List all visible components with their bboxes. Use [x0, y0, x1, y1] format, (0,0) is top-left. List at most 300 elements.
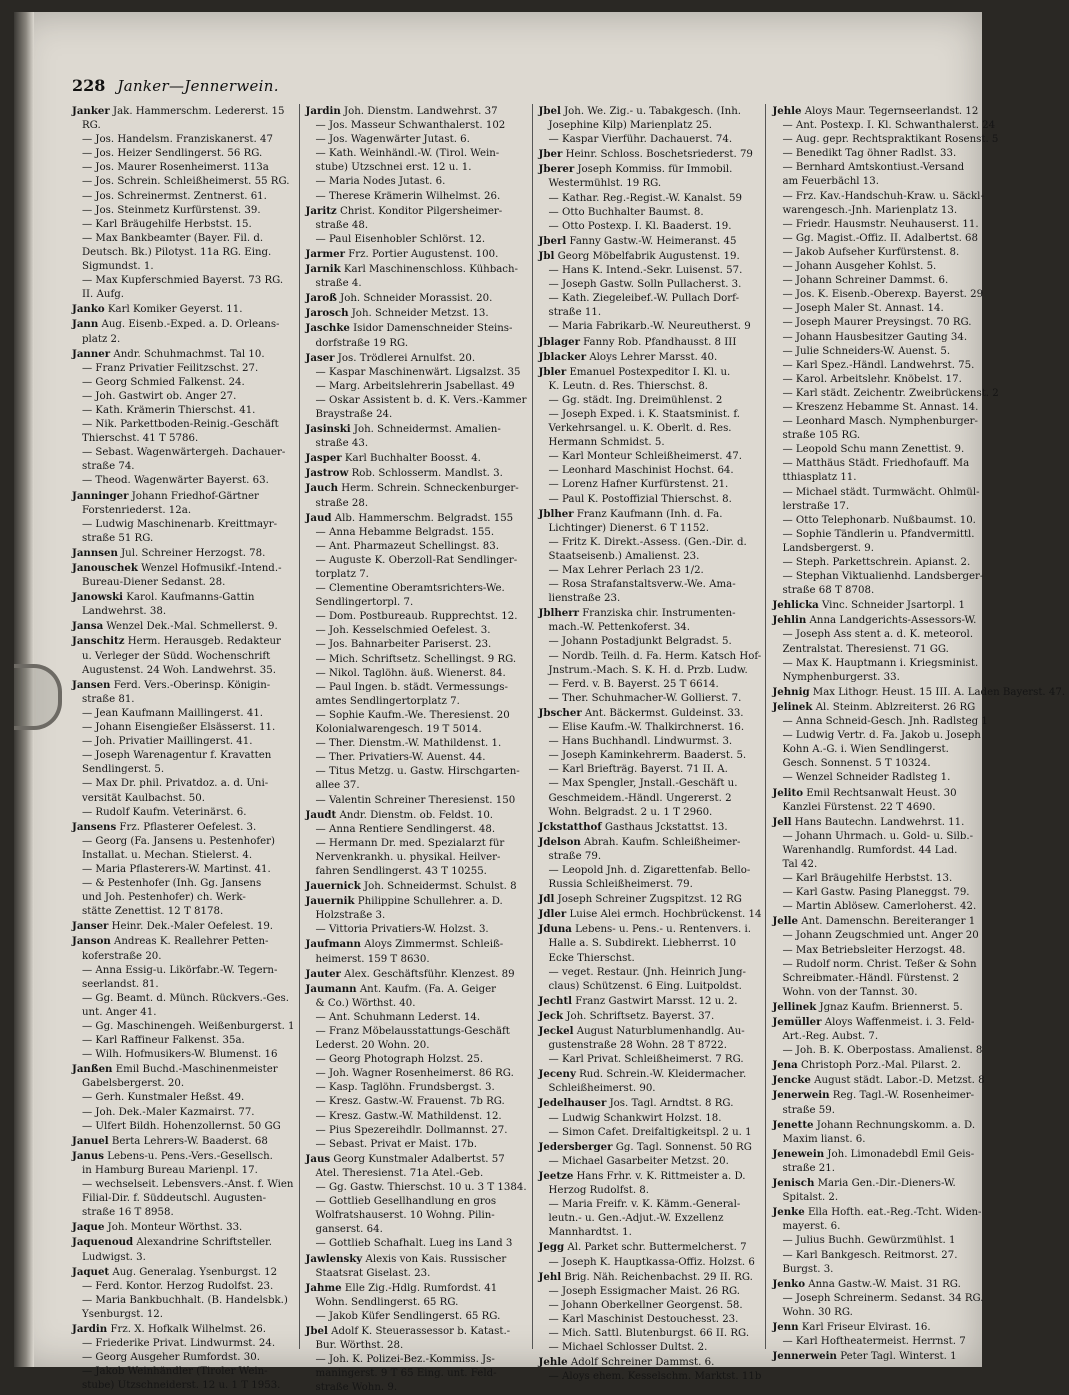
entry-surname: Jaque Joh. Monteur Wörthst. 33. — [72, 1221, 243, 1234]
directory-entry — [72, 1308, 295, 1322]
directory-entry — [539, 820, 762, 835]
directory-entry — [72, 1091, 295, 1105]
entry-text: — Joseph Essigmacher Maist. 26 RG. — [548, 1285, 741, 1297]
directory-entry — [72, 133, 295, 147]
directory-entry — [306, 1025, 528, 1039]
directory-entry — [772, 643, 1065, 657]
directory-entry — [539, 635, 762, 649]
entry-text: koferstraße 20. — [82, 950, 162, 962]
directory-entry — [772, 316, 1065, 330]
entry-text: Geschmeidem.-Händl. Ungererst. 2 — [548, 792, 732, 804]
directory-entry — [306, 1223, 528, 1237]
entry-text: — Hans K. Intend.-Sekr. Luisenst. 57. — [548, 265, 743, 277]
entry-surname: Jahme Elle Zig.-Hdlg. Rumfordst. 41 — [305, 1281, 498, 1294]
directory-entry — [306, 723, 528, 737]
directory-entry — [772, 556, 1065, 570]
directory-entry — [539, 735, 762, 749]
entry-text: Burgst. 3. — [782, 1263, 834, 1275]
entry-text: Staatsrat Giselast. 23. — [315, 1267, 431, 1279]
directory-entry — [72, 777, 295, 791]
entry-text: — Jos. Heizer Sendlingerst. 56 RG. — [82, 148, 263, 160]
directory-entry — [306, 540, 528, 554]
directory-entry — [772, 1104, 1065, 1118]
entry-text: Kolonialwarengesch. 19 T 5014. — [315, 724, 482, 736]
entry-text: straße 21. — [782, 1162, 835, 1174]
entry-text: straße 59. — [782, 1104, 835, 1116]
entry-text: Herzog Rudolfst. 8. — [548, 1185, 650, 1197]
directory-entry — [306, 737, 528, 751]
entry-text: Holzstraße 3. — [315, 910, 386, 922]
directory-entry — [306, 1039, 528, 1053]
directory-entry — [539, 408, 762, 422]
directory-entry — [72, 1337, 295, 1351]
entry-surname: Jellinek Jgnaz Kaufm. Briennerst. 5. — [772, 1000, 963, 1013]
directory-entry — [72, 1251, 295, 1265]
directory-entry — [539, 436, 762, 450]
directory-entry — [772, 401, 1065, 415]
entry-surname: Jegg Al. Parket schr. Buttermelcherst. 7 — [538, 1241, 747, 1254]
directory-entry — [72, 147, 295, 161]
directory-entry — [539, 1155, 762, 1169]
entry-text: Installat. u. Mechan. Stielerst. 4. — [82, 849, 253, 861]
directory-entry — [539, 1370, 762, 1384]
entry-text: — Fritz K. Direkt.-Assess. (Gen.-Dir. d. — [548, 536, 747, 548]
directory-entry — [539, 380, 762, 394]
entry-text: — Jos. Maurer Rosenheimerst. 113a — [82, 162, 269, 174]
directory-entry — [306, 526, 528, 540]
directory-entry — [72, 1020, 295, 1034]
directory-entry — [306, 894, 528, 909]
directory-entry — [72, 232, 295, 246]
entry-text: — Jos. Steinmetz Kurfürstenst. 39. — [82, 204, 261, 216]
directory-entry — [772, 232, 1065, 246]
directory-entry — [72, 735, 295, 749]
entry-text: — Paul K. Postoffizial Thierschst. 8. — [548, 493, 732, 505]
directory-entry — [539, 1184, 762, 1198]
directory-entry — [539, 192, 762, 206]
directory-entry — [306, 1267, 528, 1281]
directory-entry — [772, 872, 1065, 886]
directory-entry — [772, 274, 1065, 288]
directory-entry — [72, 390, 295, 404]
entry-text: Staatseisenb.) Amalienst. 23. — [548, 550, 700, 562]
directory-entry — [306, 751, 528, 765]
entry-text: mayerst. 6. — [782, 1221, 841, 1233]
directory-entry — [772, 786, 1065, 801]
entry-surname: Jbel Joh. We. Zig.- u. Tabakgesch. (Inh. — [538, 105, 742, 117]
directory-entry — [539, 907, 762, 922]
entry-surname: Jeckel August Naturblumenhandlg. Au- — [538, 1025, 745, 1037]
entry-text: straße 48. — [315, 219, 369, 231]
column-3 — [538, 104, 767, 1383]
entry-surname: Jastrow Rob. Schlosserm. Mandlst. 3. — [305, 467, 503, 480]
directory-entry — [306, 967, 528, 982]
directory-entry — [72, 362, 295, 376]
entry-text: lerstraße 17. — [782, 500, 850, 512]
entry-surname: Jauch Herm. Schrein. Schneckenburger- — [305, 482, 519, 495]
directory-entry — [306, 1053, 528, 1067]
entry-text: Art.-Reg. Aubst. 7. — [782, 1031, 879, 1043]
entry-text: Schreibmater.-Händl. Fürstenst. 2 — [782, 972, 960, 984]
entry-text: — Kath. Krämerin Thierschst. 41. — [82, 404, 256, 416]
entry-text: — Gottlieb Gesellhandlung en gros — [315, 1196, 497, 1208]
entry-text: Schleißheimerst. 90. — [548, 1083, 656, 1095]
entry-text: — Jos. Masseur Schwanthalerst. 102 — [315, 120, 506, 132]
entry-text: Verkehrsangel. u. K. Oberlt. d. Res. — [548, 423, 732, 435]
directory-entry — [772, 757, 1065, 771]
entry-surname: Jauernick Joh. Schneidermst. Schulst. 8 — [305, 880, 517, 893]
entry-text: — Joseph Schreinerm. Sedanst. 34 RG. — [782, 1292, 984, 1304]
entry-text: maningerst. 9 T 65 Eing. unt. Feld- — [315, 1368, 497, 1380]
entry-text: allee 37. — [315, 780, 360, 792]
directory-entry — [72, 1134, 295, 1149]
entry-surname: Jber Heinr. Schloss. Boschetsriederst. 79 — [538, 148, 753, 161]
entry-text: — Max Spengler, Jnstall.-Geschäft u. — [548, 778, 738, 790]
entry-text: — Max Bankbeamter (Bayer. Fil. d. — [82, 232, 264, 244]
entry-text: versität Kaulbachst. 50. — [82, 792, 206, 804]
entry-text: — Theod. Wagenwärter Bayerst. 63. — [82, 475, 269, 487]
directory-entry — [72, 1206, 295, 1220]
entry-text: — Karl Hoftheatermeist. Herrnst. 7 — [782, 1336, 966, 1348]
entry-text: — Max Kupferschmied Bayerst. 73 RG. — [82, 275, 284, 287]
entry-text: und Joh. Pestenhofer) ch. Werk- — [82, 892, 246, 904]
directory-entry — [539, 1082, 762, 1096]
directory-entry — [539, 937, 762, 951]
entry-surname: Jedersberger Gg. Tagl. Sonnenst. 50 RG — [538, 1140, 752, 1153]
directory-entry — [306, 937, 528, 952]
directory-entry — [539, 1039, 762, 1053]
directory-entry — [772, 1015, 1065, 1030]
directory-entry — [772, 815, 1065, 830]
directory-entry — [72, 1149, 295, 1164]
directory-entry — [306, 422, 528, 437]
entry-text: — Kath. Ziegeleibef.-W. Pullach Dorf- — [548, 293, 740, 305]
directory-entry — [306, 610, 528, 624]
entry-text: Jnstrum.-Mach. S. K. H. d. Przb. Ludw. — [548, 664, 748, 676]
entry-text: — Kaspar Maschinenwärt. Ligsalzst. 35 — [315, 366, 521, 378]
directory-entry — [772, 657, 1065, 671]
directory-entry — [72, 1379, 295, 1393]
entry-text: seerlandst. 81. — [82, 978, 159, 990]
directory-entry — [306, 175, 528, 189]
entry-surname: Janßen Emil Buchd.-Maschinenmeister — [72, 1063, 278, 1076]
directory-entry — [772, 1349, 1065, 1364]
entry-surname: Jechtl Franz Gastwirt Marsst. 12 u. 2. — [538, 994, 738, 1007]
directory-entry — [539, 578, 762, 592]
entry-text: Filial-Dir. f. Süddeutschl. Augusten- — [82, 1193, 267, 1205]
directory-entry — [772, 542, 1065, 556]
directory-entry — [772, 1162, 1065, 1176]
directory-entry — [539, 1053, 762, 1067]
directory-entry — [306, 147, 528, 161]
directory-entry — [539, 966, 762, 980]
entry-text: — Ulfert Bildh. Hohenzollernst. 50 GG — [82, 1120, 281, 1132]
entry-surname: Janowski Karol. Kaufmanns-Gattin — [72, 591, 255, 604]
directory-entry — [72, 432, 295, 446]
page-header — [72, 76, 952, 95]
directory-entry — [772, 359, 1065, 373]
directory-entry — [306, 1181, 528, 1195]
column-4 — [772, 104, 1069, 1363]
directory-entry — [306, 481, 528, 496]
running-head: Janker—Jennerwein. — [117, 77, 279, 95]
entry-text: Tal 42. — [782, 858, 818, 870]
directory-entry — [539, 1299, 762, 1313]
entry-surname: Jelito Emil Rechtsanwalt Heust. 30 — [772, 786, 957, 799]
entry-text: — Friedr. Hausmstr. Neuhauserst. 11. — [782, 218, 979, 230]
entry-text: warengesch.-Jnh. Marienplatz 13. — [782, 204, 958, 216]
entry-text: — Kresz. Gastw.-W. Frauenst. 7b RG. — [315, 1096, 505, 1108]
directory-entry — [306, 1339, 528, 1353]
directory-entry — [772, 743, 1065, 757]
entry-text: II. Aufg. — [82, 289, 124, 301]
directory-entry — [772, 1191, 1065, 1205]
directory-entry — [306, 1237, 528, 1251]
entry-text: leutn.- u. Gen.-Adjut.-W. Exzellenz — [548, 1213, 724, 1225]
directory-entry — [306, 1367, 528, 1381]
entry-text: — Leopold Schu mann Zenettist. 9. — [782, 444, 965, 456]
entry-surname: Jbscher Ant. Bäckermst. Guldeinst. 33. — [538, 706, 744, 719]
directory-entry — [306, 219, 528, 233]
directory-entry — [772, 958, 1065, 972]
entry-text: — Otto Telephonarb. Nußbaumst. 10. — [782, 514, 976, 526]
directory-entry — [72, 634, 295, 649]
entry-surname: Jehnig Max Lithogr. Heust. 15 III. A. Laden Bayerst. 47. — [772, 685, 1066, 698]
entry-text: u. Verleger der Südd. Wochenschrift — [82, 650, 271, 662]
directory-entry — [306, 554, 528, 568]
directory-entry — [772, 1249, 1065, 1263]
entry-text: — Joh. Wagner Rosenheimerst. 86 RG. — [315, 1068, 514, 1080]
column-1 — [72, 104, 300, 1392]
entry-text: Augustenst. 24 Woh. Landwehrst. 35. — [82, 664, 276, 676]
entry-surname: Jelinek Al. Steinm. Ablzreiterst. 26 RG — [772, 700, 976, 713]
directory-entry — [772, 972, 1065, 986]
entry-text: — Nikol. Taglöhn. äuß. Wienerst. 84. — [315, 667, 506, 679]
directory-entry — [306, 765, 528, 779]
entry-text: — Max Betriebsleiter Herzogst. 48. — [782, 944, 966, 956]
entry-surname: Jarnik Karl Maschinenschloss. Kühbach- — [305, 263, 519, 276]
entry-text: — Leonhard Masch. Nymphenburger- — [782, 416, 978, 428]
entry-text: Deutsch. Bk.) Pilotyst. 11a RG. Eing. — [82, 246, 272, 258]
directory-entry — [72, 806, 295, 820]
entry-text: — Karl städt. Zeichentr. Zweibrückenst. 2 — [782, 387, 999, 399]
entry-text: — Otto Postexp. I. Kl. Baaderst. 19. — [548, 220, 732, 232]
entry-text: — Sebast. Privat er Maist. 17b. — [315, 1138, 477, 1150]
directory-entry — [72, 1106, 295, 1120]
entry-surname: Janouschek Wenzel Hofmusikf.-Intend.- — [72, 562, 282, 574]
directory-entry — [306, 953, 528, 967]
directory-entry — [772, 1205, 1065, 1220]
entry-text: Landwehrst. 38. — [82, 606, 167, 618]
directory-entry — [306, 823, 528, 837]
entry-surname: Jaquenoud Alexandrine Schriftsteller. — [72, 1236, 273, 1249]
entry-text: — Maria Pflasterers-W. Martinst. 41. — [82, 863, 271, 875]
directory-entry — [72, 190, 295, 204]
directory-entry — [539, 1327, 762, 1341]
directory-entry — [539, 177, 762, 191]
directory-entry — [539, 850, 762, 864]
entry-text: platz 2. — [82, 333, 121, 345]
entry-text: Lederst. 20 Wohn. 20. — [315, 1040, 430, 1052]
entry-text: lienstraße 23. — [548, 593, 621, 605]
entry-text: — Martin Ablösew. Camerloherst. 42. — [782, 901, 977, 913]
entry-text: straße 105 RG. — [782, 430, 861, 442]
entry-text: — Leopold Jnh. d. Zigarettenfab. Bello- — [548, 864, 751, 876]
directory-entry — [72, 1294, 295, 1308]
entry-surname: Janschitz Herm. Herausgeb. Redakteur — [72, 635, 281, 648]
entry-surname: Jansen Ferd. Vers.-Oberinsp. Königin- — [72, 678, 271, 691]
directory-entry — [306, 1095, 528, 1109]
directory-entry — [72, 1365, 295, 1379]
entry-text: — Gg. Gastw. Thierschst. 10 u. 3 T 1384. — [315, 1182, 527, 1194]
entry-text: Russia Schleißheimerst. 79. — [548, 879, 693, 891]
entry-text: — Dom. Postbureaub. Rupprechtst. 12. — [315, 611, 518, 623]
directory-entry — [72, 820, 295, 835]
entry-surname: Jblherr Franziska chir. Instrumenten- — [538, 607, 736, 620]
entry-surname: Jenerwein Reg. Tagl.-W. Rosenheimer- — [772, 1089, 975, 1102]
directory-entry — [306, 851, 528, 865]
directory-entry — [72, 1178, 295, 1192]
directory-entry — [539, 264, 762, 278]
entry-text: — Sophie Tändlerin u. Pfandvermittl. — [782, 528, 975, 540]
entry-text: — Sebast. Wagenwärtergeh. Dachauer- — [82, 447, 286, 459]
entry-surname: Jauter Alex. Geschäftsführ. Klenzest. 89 — [305, 967, 515, 980]
directory-entry — [72, 302, 295, 317]
directory-entry — [539, 133, 762, 147]
entry-text: straße 4. — [315, 278, 362, 290]
directory-entry — [772, 218, 1065, 232]
directory-entry — [72, 650, 295, 664]
directory-entry — [772, 886, 1065, 900]
directory-entry — [539, 692, 762, 706]
entry-text: — Elise Kaufm.-W. Thalkirchnerst. 16. — [548, 722, 745, 734]
entry-text: ganserst. 64. — [315, 1224, 383, 1236]
entry-surname: Jarosch Joh. Schneider Metzst. 13. — [305, 307, 489, 320]
entry-text: — Ant. Schuhmann Lederst. 14. — [315, 1011, 481, 1023]
directory-entry — [306, 104, 528, 119]
entry-text: — Ant. Pharmazeut Schellingst. 83. — [315, 540, 499, 552]
directory-entry — [539, 104, 762, 119]
directory-entry — [72, 721, 295, 735]
entry-text: — Ludwig Vertr. d. Fa. Jakob u. Joseph — [782, 730, 981, 742]
directory-entry — [772, 204, 1065, 218]
entry-text: — Michael Gasarbeiter Metzst. 20. — [548, 1155, 729, 1167]
directory-entry — [539, 464, 762, 478]
entry-text: — Georg Photograph Holzst. 25. — [315, 1054, 484, 1066]
entry-text: — Ludwig Schankwirt Holzst. 18. — [548, 1112, 722, 1124]
entry-text: — Pius Spezereihdlr. Dollmannst. 27. — [315, 1124, 508, 1136]
directory-entry — [306, 351, 528, 366]
directory-entry — [72, 1077, 295, 1091]
directory-entry — [539, 1313, 762, 1327]
entry-text: gustenstraße 28 Wohn. 28 T 8722. — [548, 1040, 727, 1052]
directory-entry — [72, 347, 295, 362]
entry-text: mach.-W. Pettenkoferst. 34. — [548, 622, 691, 634]
directory-entry — [306, 466, 528, 481]
entry-text: — Joseph Maler St. Annast. 14. — [782, 303, 944, 315]
directory-entry — [306, 681, 528, 695]
entry-surname: Jbl Georg Möbelfabrik Augustenst. 19. — [538, 249, 740, 262]
entry-surname: Janninger Johann Friedhof-Gärtner — [72, 489, 259, 502]
entry-surname: Jedelhauser Jos. Tagl. Arndtst. 8 RG. — [538, 1097, 734, 1110]
entry-surname: Jell Hans Bautechn. Landwehrst. 11. — [772, 815, 965, 828]
entry-text: — Julie Schneiders-W. Auenst. 5. — [782, 345, 951, 357]
entry-surname: Jeceny Rud. Schrein.-W. Kleidermacher. — [538, 1068, 747, 1081]
directory-entry — [539, 864, 762, 878]
directory-entry — [306, 511, 528, 526]
entry-text: straße 16 T 8958. — [82, 1207, 174, 1219]
entry-text: Braystraße 24. — [315, 408, 393, 420]
directory-entry — [72, 678, 295, 693]
directory-entry — [306, 380, 528, 394]
directory-entry — [72, 274, 295, 288]
directory-entry — [539, 777, 762, 791]
directory-entry — [72, 919, 295, 934]
entry-text: — Karl Bankgesch. Reitmorst. 27. — [782, 1249, 958, 1261]
directory-entry — [306, 262, 528, 277]
entry-text: — Max Dr. phil. Privatdoz. a. d. Uni- — [82, 778, 269, 790]
directory-entry — [306, 247, 528, 262]
entry-text: — Johann Zeugschmied unt. Anger 20 — [782, 930, 979, 942]
entry-surname: Jehle Aloys Maur. Tegernseerlandst. 12 — [772, 105, 979, 117]
entry-text: & Co.) Wörthst. 40. — [315, 997, 416, 1009]
entry-text: — Bernhard Amtskontiust.-Versand — [782, 162, 965, 174]
directory-entry — [539, 1009, 762, 1024]
entry-text: — Johann Ausgeher Kohlst. 5. — [782, 261, 937, 273]
entry-text: — Joseph Ass stent a. d. K. meteorol. — [782, 629, 974, 641]
entry-surname: Jblager Fanny Rob. Pfandhausst. 8 III — [538, 335, 737, 348]
entry-surname: Jeck Joh. Schriftsetz. Bayerst. 37. — [538, 1009, 715, 1022]
entry-surname: Jehle Adolf Schreiner Dammst. 6. — [538, 1356, 715, 1369]
entry-text: — Karl Spez.-Händl. Landwehrst. 75. — [782, 359, 975, 371]
directory-entry — [72, 404, 295, 418]
directory-entry — [539, 706, 762, 721]
directory-entry — [539, 664, 762, 678]
directory-entry — [306, 291, 528, 306]
entry-text: straße 68 T 8708. — [782, 585, 875, 597]
directory-entry — [72, 546, 295, 561]
entry-surname: Jemüller Aloys Waffenmeist. i. 3. Feld- — [772, 1016, 975, 1028]
directory-entry — [539, 1198, 762, 1212]
directory-entry — [539, 350, 762, 365]
directory-entry — [72, 1048, 295, 1062]
entry-text: — Anna Schneid-Gesch. Jnh. Radlsteg 1 — [782, 716, 988, 728]
directory-entry — [72, 964, 295, 978]
entry-text: — Aloys ehem. Kesselschm. Marktst. 11b — [548, 1371, 762, 1383]
directory-entry — [306, 596, 528, 610]
directory-entry — [772, 1176, 1065, 1191]
entry-text: K. Leutn. d. Res. Thierschst. 8. — [548, 380, 709, 392]
directory-entry — [772, 858, 1065, 872]
entry-text: — Michael Schlosser Dultst. 2. — [548, 1342, 708, 1354]
directory-entry — [72, 590, 295, 605]
entry-surname: Jberl Fanny Gastw.-W. Heimeranst. 45 — [538, 234, 737, 247]
entry-text: — Ther. Privatiers-W. Auenst. 44. — [315, 752, 486, 764]
entry-text: — Anna Essig-u. Likörfabr.-W. Tegern- — [82, 964, 278, 976]
entry-text: — Oskar Assistent b. d. K. Vers.-Kammer — [315, 394, 527, 406]
directory-entry — [72, 460, 295, 474]
entry-text: — Georg Ausgeher Rumfordst. 30. — [82, 1352, 260, 1364]
directory-entry — [772, 900, 1065, 914]
entry-text: fahren Sendlingerst. 43 T 10255. — [315, 865, 487, 877]
entry-text: — Joseph Maurer Preysingst. 70 RG. — [782, 317, 972, 329]
directory-entry — [306, 306, 528, 321]
directory-entry — [306, 233, 528, 247]
directory-entry — [772, 1118, 1065, 1133]
directory-entry — [772, 715, 1065, 729]
entry-text: — Joh. Gastwirt ob. Anger 27. — [82, 390, 237, 402]
directory-entry — [72, 905, 295, 919]
